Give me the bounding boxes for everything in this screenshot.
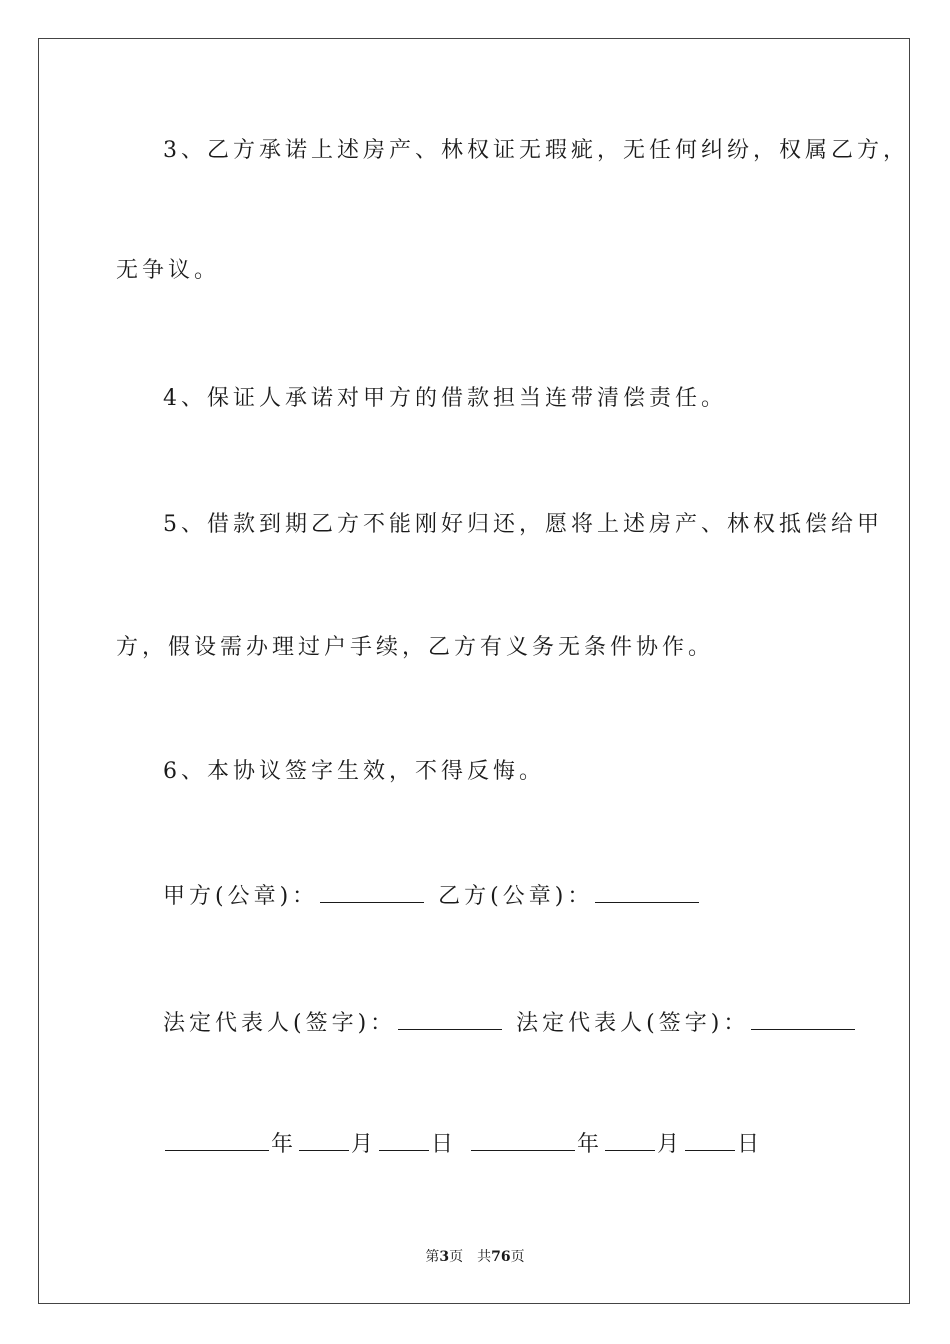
party-b-seal-blank[interactable] xyxy=(595,882,699,903)
date-a-month-blank[interactable] xyxy=(299,1130,349,1151)
clause-3-line-1: 3、乙方承诺上述房产、林权证无瑕疵，无任何纠纷，权属乙方， xyxy=(163,138,909,163)
party-a-seal-label: 甲方(公章)： xyxy=(163,884,319,909)
date-a-day-label: 日 xyxy=(431,1132,458,1157)
representative-row xyxy=(163,1009,857,1039)
rep-a-blank[interactable] xyxy=(398,1009,502,1030)
footer-total-prefix: 共 xyxy=(477,1249,492,1265)
date-b-day-blank[interactable] xyxy=(685,1130,735,1151)
date-a-month-label: 月 xyxy=(351,1132,378,1157)
footer-total-unit: 页 xyxy=(510,1249,525,1265)
date-b-day-label: 日 xyxy=(737,1132,764,1157)
clause-4: 4、保证人承诺对甲方的借款担当连带清偿责任。 xyxy=(163,386,727,411)
date-b-month-label: 月 xyxy=(657,1132,684,1157)
clause-3-line-2: 无争议。 xyxy=(116,258,221,283)
date-b-year-blank[interactable] xyxy=(471,1130,575,1151)
date-a-year-label: 年 xyxy=(271,1132,298,1157)
date-b-year-label: 年 xyxy=(577,1132,604,1157)
clause-5-line-2: 方，假设需办理过户手续，乙方有义务无条件协作。 xyxy=(116,635,715,660)
footer-current-page: 3 xyxy=(439,1249,450,1265)
date-a-day-blank[interactable] xyxy=(379,1130,429,1151)
footer-total-pages: 76 xyxy=(491,1249,511,1265)
party-b-seal-label: 乙方(公章)： xyxy=(438,884,594,909)
page-border xyxy=(38,38,910,1304)
party-seal-row xyxy=(163,882,701,912)
clause-5-line-1: 5、借款到期乙方不能刚好归还，愿将上述房产、林权抵偿给甲 xyxy=(163,512,883,537)
rep-b-label: 法定代表人(签字)： xyxy=(516,1011,750,1036)
party-a-seal-blank[interactable] xyxy=(320,882,424,903)
rep-a-label: 法定代表人(签字)： xyxy=(163,1011,397,1036)
date-a-year-blank[interactable] xyxy=(165,1130,269,1151)
footer-page-unit: 页 xyxy=(449,1249,464,1265)
date-row xyxy=(163,1130,763,1160)
date-b-month-blank[interactable] xyxy=(605,1130,655,1151)
clause-6: 6、本协议签字生效，不得反悔。 xyxy=(163,759,545,784)
footer-prefix: 第 xyxy=(425,1249,440,1265)
page-footer xyxy=(0,1247,950,1267)
rep-b-blank[interactable] xyxy=(751,1009,855,1030)
